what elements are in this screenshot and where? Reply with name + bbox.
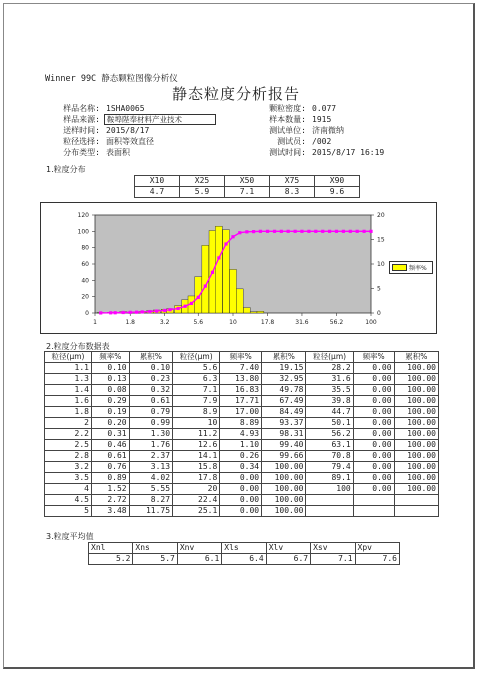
table-cell: 100.00 — [394, 451, 438, 462]
table-cell: 6.3 — [173, 374, 220, 385]
table-cell: 0.20 — [91, 418, 129, 429]
table-cell: 2.37 — [129, 451, 172, 462]
table-row — [45, 374, 439, 385]
table-cell: 0.00 — [353, 451, 394, 462]
dist-type-value: 表面积 — [106, 148, 130, 157]
cumulative-point — [314, 230, 317, 233]
table-cell: 0.00 — [220, 473, 262, 484]
average-value-cell: 6.7 — [266, 554, 310, 565]
y-right-tick-label: 10 — [377, 261, 385, 268]
cumulative-point — [211, 271, 214, 274]
test-unit-label: 测试单位: — [269, 126, 306, 135]
cumulative-point — [266, 230, 269, 233]
average-header-cell: Xpv — [355, 543, 399, 554]
cumulative-point — [307, 230, 310, 233]
table-cell: 1.30 — [129, 429, 172, 440]
histogram-bar — [195, 277, 202, 313]
table-cell: 1.76 — [129, 440, 172, 451]
y-left-tick-label: 40 — [81, 277, 89, 285]
y-left-tick-label: 0 — [85, 310, 89, 317]
table-cell: 0.32 — [129, 385, 172, 396]
test-unit-value: 济南微纳 — [312, 126, 344, 135]
table-cell: 0.00 — [220, 506, 262, 517]
table-cell: 2.2 — [45, 429, 92, 440]
table-row — [45, 418, 439, 429]
table-cell: 4 — [45, 484, 92, 495]
cumulative-point — [335, 230, 338, 233]
table-cell: 20 — [173, 484, 220, 495]
table-cell: 0.00 — [353, 407, 394, 418]
table-cell: 11.75 — [129, 506, 172, 517]
cumulative-point — [129, 311, 132, 314]
table-cell: 100.00 — [262, 495, 306, 506]
table-row — [45, 385, 439, 396]
table-cell: 100.00 — [262, 484, 306, 495]
table-cell: 100.00 — [394, 396, 438, 407]
table-cell: 8.89 — [220, 418, 262, 429]
sample-name-label: 样品名称: — [63, 104, 100, 113]
table-cell: 44.7 — [306, 407, 353, 418]
table-cell: 98.31 — [262, 429, 306, 440]
table-row — [45, 429, 439, 440]
average-value-cell: 6.1 — [177, 554, 221, 565]
y-right-tick-label: 5 — [377, 285, 381, 293]
table-cell: 0.00 — [353, 418, 394, 429]
cumulative-point — [190, 302, 193, 305]
table-cell — [306, 495, 353, 506]
system-name: Winner 99C 静态颗粒图像分析仪 — [45, 74, 178, 84]
cumulative-point — [197, 296, 200, 299]
table-cell: 100 — [306, 484, 353, 495]
cumulative-point — [155, 309, 158, 312]
table-cell: 0.08 — [91, 385, 129, 396]
average-value-cell: 7.6 — [355, 554, 399, 565]
cumulative-point — [141, 310, 144, 313]
average-header-cell: Xnl — [89, 543, 133, 554]
table-cell: 16.83 — [220, 385, 262, 396]
table-cell: 0.29 — [91, 396, 129, 407]
table-cell: 7.1 — [173, 385, 220, 396]
distribution-header-cell: 频率% — [220, 352, 262, 363]
table-cell: 11.2 — [173, 429, 220, 440]
submit-time-value: 2015/8/17 — [106, 126, 150, 135]
percentile-header: X75 — [270, 176, 315, 187]
average-value-cell: 7.1 — [311, 554, 355, 565]
table-cell: 8.9 — [173, 407, 220, 418]
distribution-header-row — [45, 352, 439, 363]
x-tick-label: 1.8 — [125, 319, 136, 326]
y-right-tick-label: 15 — [377, 236, 385, 244]
density-label: 颗粒密度: — [269, 104, 306, 113]
cumulative-point — [328, 230, 331, 233]
sample-count-label: 样本数量: — [269, 115, 306, 124]
test-time-label: 测试时间: — [269, 148, 306, 157]
percentile-value: 7.1 — [225, 187, 270, 198]
table-row — [45, 407, 439, 418]
table-cell: 100.00 — [394, 407, 438, 418]
tester-value: /002 — [312, 137, 332, 146]
legend-swatch — [392, 264, 407, 271]
table-cell: 70.8 — [306, 451, 353, 462]
table-cell: 0.99 — [129, 418, 172, 429]
legend-label: 频率% — [409, 265, 427, 272]
cumulative-point — [349, 230, 352, 233]
section-table-title: 2.粒度分布数据表 — [46, 342, 110, 351]
average-value-cell: 5.2 — [89, 554, 133, 565]
table-cell: 8.27 — [129, 495, 172, 506]
table-cell: 0.46 — [91, 440, 129, 451]
table-cell: 100.00 — [394, 440, 438, 451]
cumulative-point — [300, 230, 303, 233]
cumulative-point — [204, 284, 207, 287]
table-cell: 100.00 — [394, 374, 438, 385]
table-cell: 2.72 — [91, 495, 129, 506]
x-tick-label: 1 — [93, 319, 97, 326]
table-cell: 93.37 — [262, 418, 306, 429]
tester-label: 测试员: — [277, 137, 306, 146]
table-cell: 50.1 — [306, 418, 353, 429]
distribution-chart-svg — [41, 203, 436, 333]
y-right-tick-label: 0 — [377, 310, 381, 317]
table-cell: 3.5 — [45, 473, 92, 484]
distribution-header-cell: 累积% — [262, 352, 306, 363]
table-cell: 0.00 — [353, 440, 394, 451]
table-cell: 4.02 — [129, 473, 172, 484]
table-row — [45, 462, 439, 473]
table-cell — [394, 495, 438, 506]
histogram-bar — [202, 245, 209, 313]
table-cell: 0.10 — [129, 363, 172, 374]
table-cell: 0.00 — [353, 374, 394, 385]
cumulative-point — [176, 307, 179, 310]
cumulative-point — [362, 230, 365, 233]
table-cell: 3.2 — [45, 462, 92, 473]
table-cell: 4.5 — [45, 495, 92, 506]
table-cell: 0.00 — [353, 462, 394, 473]
table-cell: 1.3 — [45, 374, 92, 385]
table-cell: 0.00 — [353, 396, 394, 407]
table-cell: 0.00 — [353, 385, 394, 396]
percentile-value-row — [135, 187, 360, 198]
average-header-cell: Xns — [133, 543, 177, 554]
cumulative-point — [163, 309, 166, 312]
table-cell: 4.93 — [220, 429, 262, 440]
table-cell: 0.00 — [353, 473, 394, 484]
x-tick-label: 31.6 — [295, 319, 309, 326]
cumulative-point — [259, 230, 262, 233]
table-cell: 0.23 — [129, 374, 172, 385]
x-tick-label: 5.6 — [193, 319, 204, 326]
histogram-bar — [250, 312, 257, 313]
cumulative-point — [109, 311, 112, 314]
table-cell: 22.4 — [173, 495, 220, 506]
histogram-bar — [215, 226, 222, 313]
histogram-bar — [257, 311, 264, 313]
table-cell: 0.00 — [353, 429, 394, 440]
y-right-tick-label: 20 — [377, 212, 385, 219]
table-row — [45, 495, 439, 506]
table-cell: 0.79 — [129, 407, 172, 418]
table-cell: 0.00 — [353, 484, 394, 495]
x-tick-label: 17.8 — [260, 319, 275, 326]
cumulative-point — [238, 231, 241, 234]
percentile-value: 8.3 — [270, 187, 315, 198]
report-title: 静态粒度分析报告 — [171, 85, 300, 103]
table-cell: 1.8 — [45, 407, 92, 418]
table-cell — [394, 506, 438, 517]
average-header-cell: Xnv — [177, 543, 221, 554]
distribution-header-cell: 粒径(μm) — [45, 352, 92, 363]
average-header-cell: Xls — [222, 543, 266, 554]
cumulative-point — [369, 230, 372, 233]
table-cell: 7.9 — [173, 396, 220, 407]
table-row — [45, 484, 439, 495]
table-cell: 84.49 — [262, 407, 306, 418]
section-distribution-title: 1.粒度分布 — [46, 165, 86, 174]
table-cell: 2.5 — [45, 440, 92, 451]
distribution-header-cell: 累积% — [394, 352, 438, 363]
table-cell: 0.34 — [220, 462, 262, 473]
cumulative-point — [122, 311, 125, 314]
y-left-tick-label: 20 — [81, 293, 89, 301]
table-cell: 1.6 — [45, 396, 92, 407]
y-left-tick-label: 100 — [77, 228, 89, 236]
x-tick-label: 10 — [229, 319, 237, 326]
distribution-header-cell: 粒径(μm) — [306, 352, 353, 363]
table-cell: 79.4 — [306, 462, 353, 473]
table-cell: 2.8 — [45, 451, 92, 462]
cumulative-point — [287, 230, 290, 233]
dist-type-label: 分布类型: — [63, 148, 100, 157]
chart-legend — [389, 261, 433, 274]
cumulative-point — [217, 256, 220, 259]
cumulative-point — [135, 311, 138, 314]
table-cell: 14.1 — [173, 451, 220, 462]
cumulative-point — [148, 310, 151, 313]
table-cell: 3.13 — [129, 462, 172, 473]
cumulative-point — [184, 305, 187, 308]
table-cell: 10 — [173, 418, 220, 429]
table-cell: 7.40 — [220, 363, 262, 374]
table-row — [45, 396, 439, 407]
table-cell: 49.78 — [262, 385, 306, 396]
table-cell: 0.31 — [91, 429, 129, 440]
table-cell: 15.8 — [173, 462, 220, 473]
table-cell: 13.80 — [220, 374, 262, 385]
histogram-bar — [230, 269, 237, 313]
cumulative-point — [321, 230, 324, 233]
cumulative-point — [245, 230, 248, 233]
histogram-bar — [243, 308, 250, 313]
table-cell: 100.00 — [394, 418, 438, 429]
distribution-chart — [40, 202, 437, 334]
table-cell: 1.10 — [220, 440, 262, 451]
table-cell: 17.00 — [220, 407, 262, 418]
table-cell: 100.00 — [262, 506, 306, 517]
average-value-row — [89, 554, 400, 565]
table-cell: 17.71 — [220, 396, 262, 407]
table-cell: 1.1 — [45, 363, 92, 374]
table-cell: 1.52 — [91, 484, 129, 495]
cumulative-point — [231, 235, 234, 238]
table-row — [45, 506, 439, 517]
table-cell: 0.00 — [353, 363, 394, 374]
table-cell: 100.00 — [262, 473, 306, 484]
table-cell: 2 — [45, 418, 92, 429]
percentile-header: X25 — [180, 176, 225, 187]
table-cell: 5.6 — [173, 363, 220, 374]
average-value-cell: 5.7 — [133, 554, 177, 565]
cumulative-point — [356, 230, 359, 233]
table-cell: 5 — [45, 506, 92, 517]
info-left — [44, 103, 216, 158]
percentile-header-row — [135, 176, 360, 187]
table-cell: 31.6 — [306, 374, 353, 385]
table-cell: 0.89 — [91, 473, 129, 484]
cumulative-point — [294, 230, 297, 233]
table-cell — [353, 495, 394, 506]
table-cell: 99.66 — [262, 451, 306, 462]
percentile-value: 4.7 — [135, 187, 180, 198]
distribution-data-table — [44, 351, 439, 517]
table-cell: 100.00 — [394, 484, 438, 495]
table-cell: 17.8 — [173, 473, 220, 484]
average-table — [88, 542, 400, 565]
table-cell: 0.61 — [91, 451, 129, 462]
table-cell: 0.26 — [220, 451, 262, 462]
table-cell: 39.8 — [306, 396, 353, 407]
sample-count-value: 1915 — [312, 115, 332, 124]
table-row — [45, 440, 439, 451]
x-tick-label: 56.2 — [329, 319, 344, 326]
table-cell: 67.49 — [262, 396, 306, 407]
size-type-value: 面积等效直径 — [106, 137, 154, 146]
y-left-tick-label: 60 — [81, 261, 89, 268]
percentile-value: 9.6 — [315, 187, 360, 198]
table-cell: 0.00 — [220, 484, 262, 495]
cumulative-point — [273, 230, 276, 233]
table-cell: 28.2 — [306, 363, 353, 374]
size-type-label: 粒径选择: — [63, 137, 100, 146]
table-cell: 25.1 — [173, 506, 220, 517]
distribution-header-cell: 累积% — [129, 352, 172, 363]
density-value: 0.077 — [312, 104, 337, 113]
average-header-cell: Xsv — [311, 543, 355, 554]
section-average-title: 3.粒度平均值 — [46, 532, 94, 541]
histogram-bar — [236, 289, 243, 313]
sample-source-label: 样品来源: — [63, 115, 100, 124]
table-cell: 100.00 — [262, 462, 306, 473]
table-cell: 0.19 — [91, 407, 129, 418]
table-cell: 5.55 — [129, 484, 172, 495]
table-row — [45, 363, 439, 374]
percentile-value: 5.9 — [180, 187, 225, 198]
y-left-tick-label: 120 — [77, 212, 89, 219]
y-left-tick-label: 80 — [81, 244, 89, 252]
distribution-header-cell: 频率% — [353, 352, 394, 363]
cumulative-point — [168, 308, 171, 311]
table-cell: 100.00 — [394, 363, 438, 374]
cumulative-point — [252, 230, 255, 233]
table-cell: 0.00 — [220, 495, 262, 506]
table-cell: 12.6 — [173, 440, 220, 451]
average-header-cell: Xlv — [266, 543, 310, 554]
average-value-cell: 6.4 — [222, 554, 266, 565]
info-right — [250, 103, 384, 158]
table-cell: 0.10 — [91, 363, 129, 374]
table-cell: 3.48 — [91, 506, 129, 517]
table-cell — [306, 506, 353, 517]
percentile-header: X10 — [135, 176, 180, 187]
table-cell: 100.00 — [394, 429, 438, 440]
table-cell: 100.00 — [394, 462, 438, 473]
submit-time-label: 送样时间: — [63, 126, 100, 135]
sample-name-value: 1SHA0065 — [106, 104, 145, 113]
table-cell: 0.76 — [91, 462, 129, 473]
x-tick-label: 3.2 — [159, 319, 170, 326]
cumulative-point — [342, 230, 345, 233]
sample-source-value: 鞍埠陛奉材料产业技术 — [104, 114, 216, 125]
table-cell: 100.00 — [394, 473, 438, 484]
table-cell: 32.95 — [262, 374, 306, 385]
table-cell: 0.61 — [129, 396, 172, 407]
table-row — [45, 473, 439, 484]
table-cell: 89.1 — [306, 473, 353, 484]
test-time-value: 2015/8/17 16:19 — [312, 148, 385, 157]
percentile-header: X90 — [315, 176, 360, 187]
average-header-row — [89, 543, 400, 554]
cumulative-point — [224, 242, 227, 245]
cumulative-point — [114, 311, 117, 314]
table-cell — [353, 506, 394, 517]
table-cell: 100.00 — [394, 385, 438, 396]
percentile-header: X50 — [225, 176, 270, 187]
distribution-header-cell: 频率% — [91, 352, 129, 363]
table-cell: 1.4 — [45, 385, 92, 396]
x-tick-label: 100 — [365, 319, 377, 326]
cumulative-point — [280, 230, 283, 233]
percentile-table — [134, 175, 360, 198]
table-cell: 19.15 — [262, 363, 306, 374]
table-cell: 63.1 — [306, 440, 353, 451]
table-cell: 99.40 — [262, 440, 306, 451]
distribution-header-cell: 粒径(μm) — [173, 352, 220, 363]
table-cell: 35.5 — [306, 385, 353, 396]
table-row — [45, 451, 439, 462]
table-cell: 0.13 — [91, 374, 129, 385]
cumulative-point — [99, 311, 102, 314]
table-cell: 56.2 — [306, 429, 353, 440]
